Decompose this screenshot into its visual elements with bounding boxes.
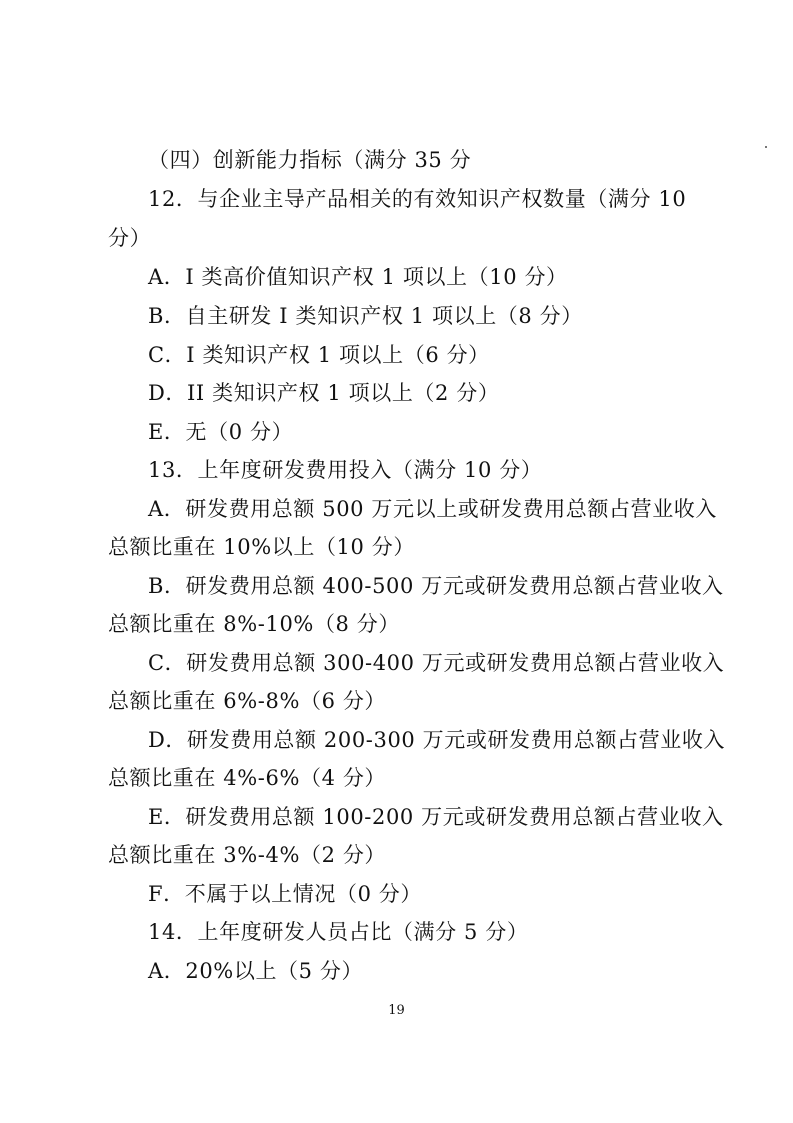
item-13-option-e-cont: 总额比重在 3%-4%（2 分） — [108, 843, 387, 867]
item-13-option-d: D．研发费用总额 200-300 万元或研发费用总额占营业收入 — [148, 728, 726, 752]
section-heading-innovation: （四）创新能力指标（满分 35 分 — [148, 148, 472, 172]
item-12-title: 12．与企业主导产品相关的有效知识产权数量（满分 10 — [148, 187, 687, 211]
item-12-title-cont: 分） — [108, 226, 152, 250]
page-number: 19 — [388, 1003, 405, 1018]
scan-dot — [765, 146, 767, 148]
item-12-option-d: D．II 类知识产权 1 项以上（2 分） — [148, 381, 500, 405]
item-12-option-b: B．自主研发 I 类知识产权 1 项以上（8 分） — [148, 304, 583, 328]
item-13-option-a-cont: 总额比重在 10%以上（10 分） — [108, 535, 415, 559]
item-13-option-b: B．研发费用总额 400-500 万元或研发费用总额占营业收入 — [148, 574, 724, 598]
item-12-option-c: C．I 类知识产权 1 项以上（6 分） — [148, 343, 490, 367]
item-13-option-f: F．不属于以上情况（0 分） — [148, 882, 423, 906]
item-13-title: 13．上年度研发费用投入（满分 10 分） — [148, 458, 543, 482]
item-14-title: 14．上年度研发人员占比（满分 5 分） — [148, 920, 529, 944]
item-14-option-a: A．20%以上（5 分） — [148, 959, 364, 983]
item-13-option-e: E．研发费用总额 100-200 万元或研发费用总额占营业收入 — [148, 805, 724, 829]
item-13-option-a: A．研发费用总额 500 万元以上或研发费用总额占营业收入 — [148, 497, 717, 521]
item-13-option-c-cont: 总额比重在 6%-8%（6 分） — [108, 689, 387, 713]
item-13-option-b-cont: 总额比重在 8%-10%（8 分） — [108, 612, 400, 636]
item-13-option-d-cont: 总额比重在 4%-6%（4 分） — [108, 766, 387, 790]
item-12-option-a: A．I 类高价值知识产权 1 项以上（10 分） — [148, 265, 568, 289]
item-12-option-e: E．无（0 分） — [148, 420, 294, 444]
item-13-option-c: C．研发费用总额 300-400 万元或研发费用总额占营业收入 — [148, 651, 725, 675]
